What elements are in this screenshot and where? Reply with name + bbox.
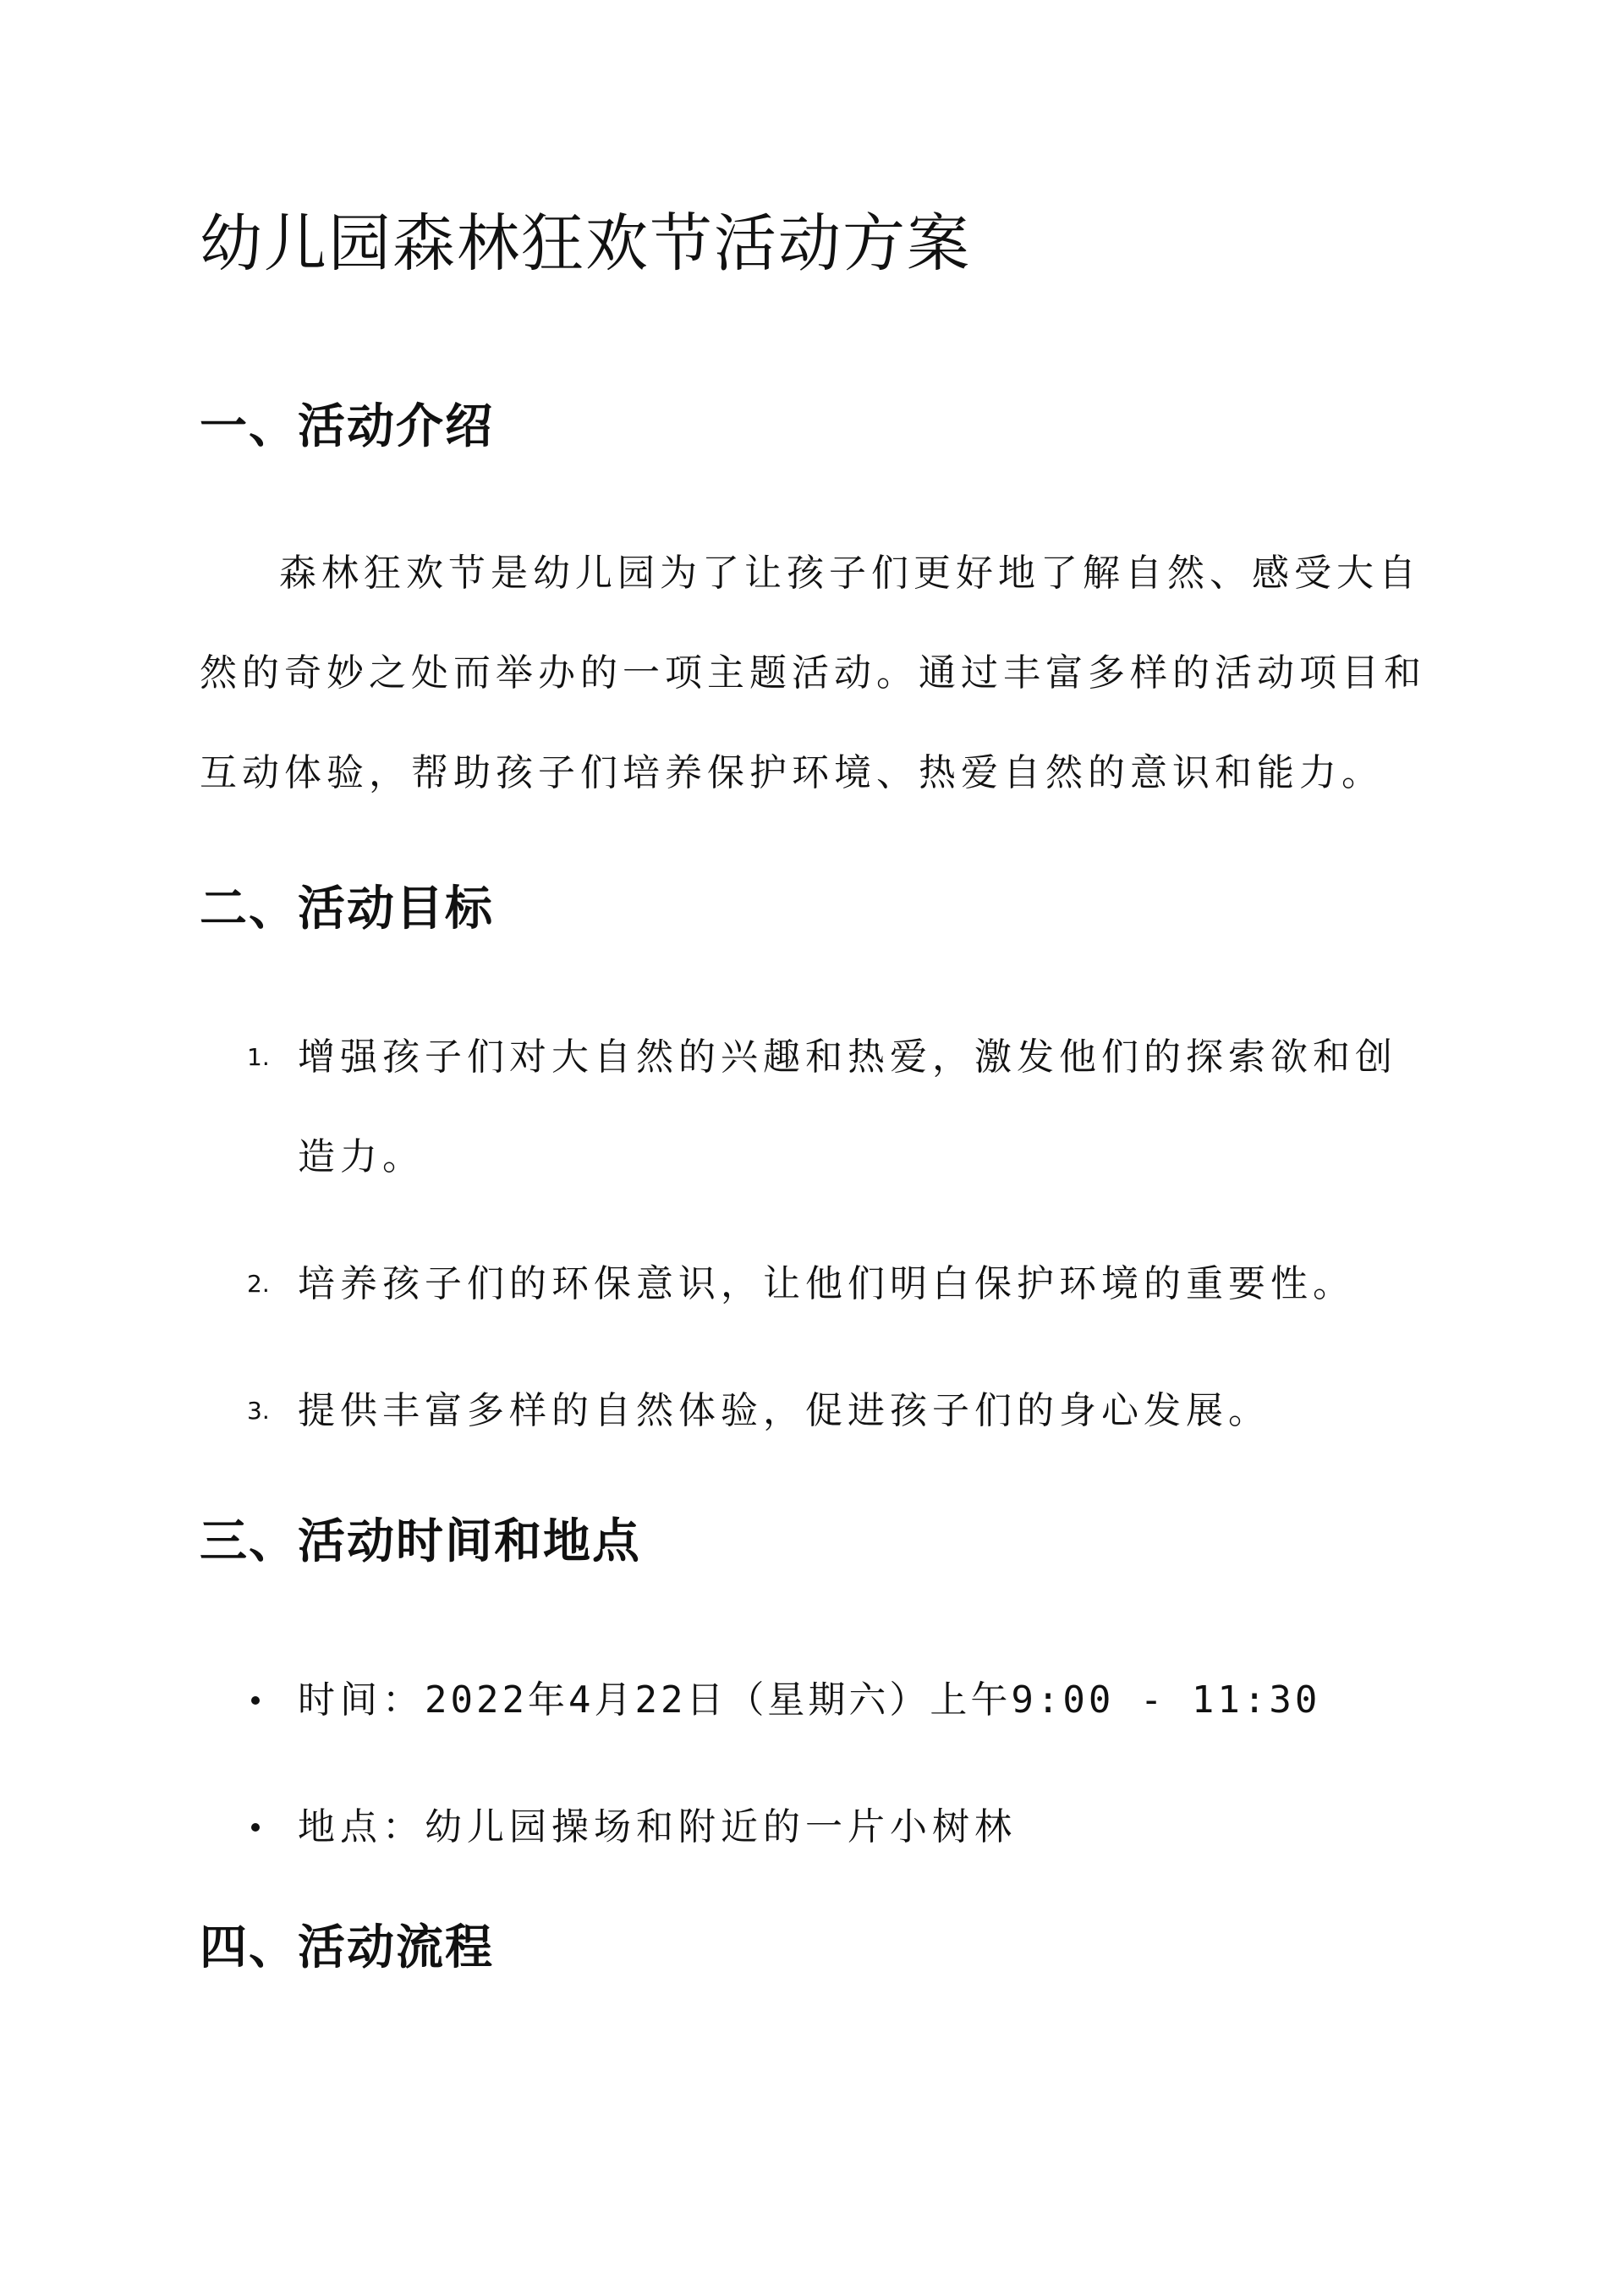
list-number: 1. — [247, 1043, 270, 1071]
intro-paragraph-line: 互动体验，帮助孩子们培养保护环境、热爱自然的意识和能力。 — [200, 751, 1384, 794]
place-label: 地点： — [298, 1805, 425, 1848]
section-heading-time-and-place: 三、活动时间和地点 — [200, 1513, 641, 1569]
list-item-text: 培养孩子们的环保意识，让他们明白保护环境的重要性。 — [298, 1262, 1355, 1305]
bullet-icon — [251, 1823, 260, 1832]
list-item-text: 造力。 — [298, 1135, 425, 1178]
bullet-icon — [251, 1696, 260, 1705]
time-value: 2022年4月22日（星期六）上午9:00 - 11:30 — [425, 1678, 1321, 1722]
list-number: 3. — [247, 1397, 270, 1425]
intro-paragraph-line: 然的奇妙之处而举办的一项主题活动。通过丰富多样的活动项目和 — [200, 651, 1426, 695]
document-title: 幼儿园森林狂欢节活动方案 — [200, 207, 971, 280]
list-item-text: 增强孩子们对大自然的兴趣和热爱，激发他们的探索欲和创 — [298, 1035, 1397, 1079]
section-heading-process: 四、活动流程 — [200, 1920, 494, 1975]
section-heading-goals: 二、活动目标 — [200, 881, 494, 937]
section-heading-introduction: 一、活动介绍 — [200, 398, 494, 454]
intro-paragraph-line: 森林狂欢节是幼儿园为了让孩子们更好地了解自然、感受大自 — [279, 552, 1421, 595]
list-item-text — [298, 1802, 1017, 1853]
list-item-text: 提供丰富多样的自然体验，促进孩子们的身心发展。 — [298, 1389, 1270, 1432]
place-value: 幼儿园操场和附近的一片小树林 — [425, 1805, 1017, 1848]
time-label: 时间： — [298, 1678, 425, 1722]
list-item-text — [298, 1675, 1320, 1726]
list-number: 2. — [247, 1270, 270, 1298]
